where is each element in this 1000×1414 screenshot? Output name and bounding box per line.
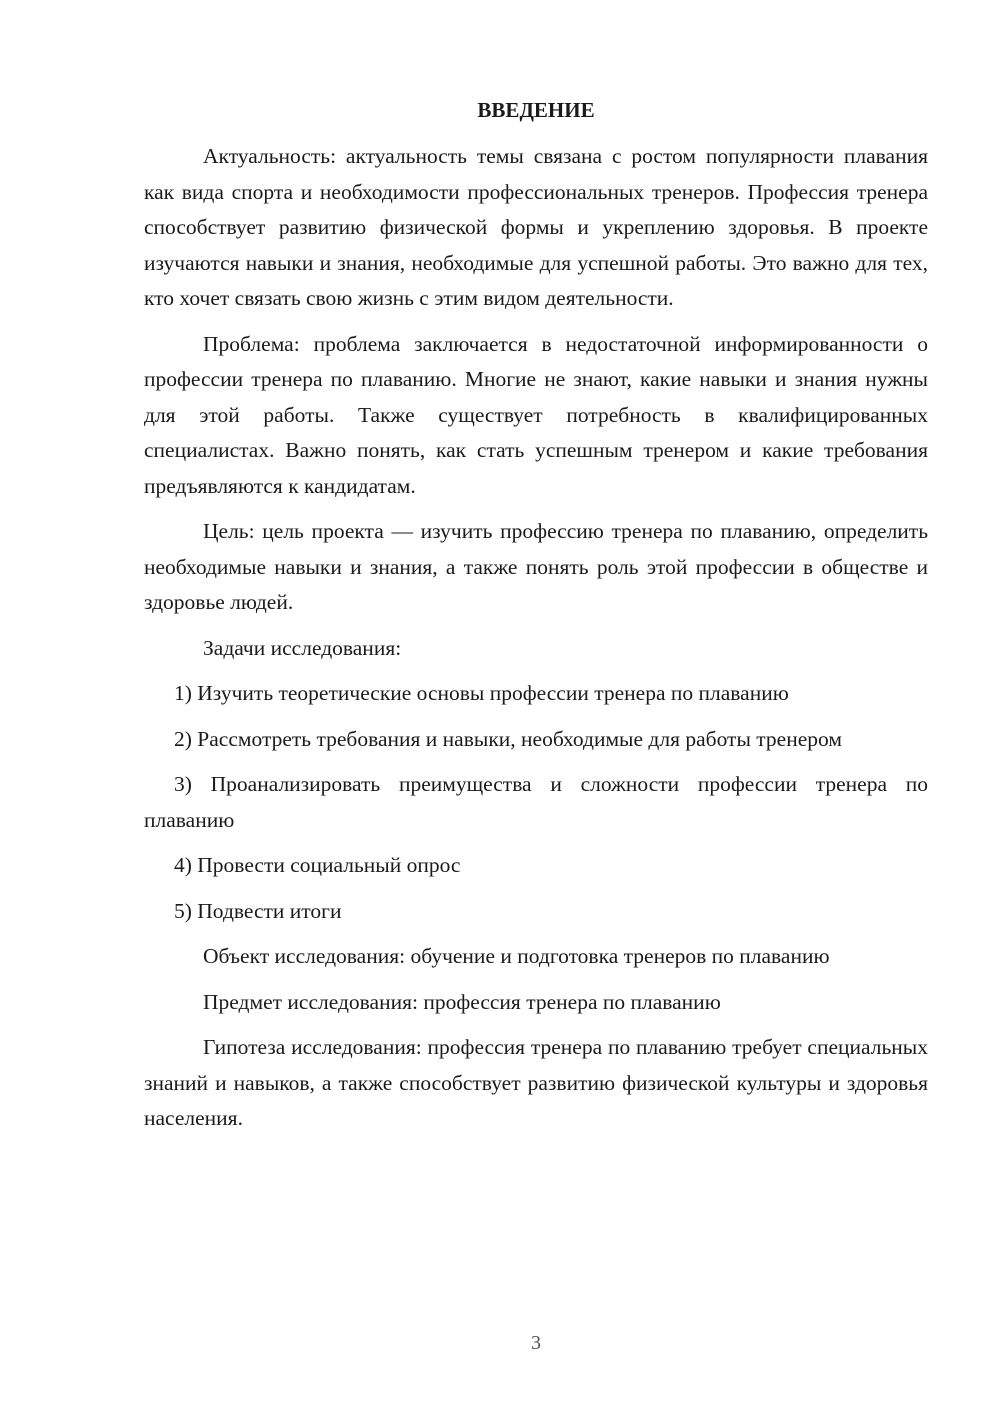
research-subject-paragraph: Предмет исследования: профессия тренера по плаванию	[203, 989, 721, 1014]
problem-paragraph: Проблема: проблема заключается в недостаточной информированности о профессии тренера по плаванию. Многие не знают, какие навыки и знания нужны для этой работы. Также существует потребность в квалифицированных специалистах. Важно понять, как стать успешным тренером и какие требования предъявляются к кандидатам.	[144, 331, 928, 498]
task-item-5: 5) Подвести итоги	[174, 898, 342, 923]
task-item-3: 3) Проанализировать преимущества и сложности профессии тренера по плаванию	[144, 772, 928, 832]
relevance-paragraph: Актуальность: актуальность темы связана с ростом популярности плавания как вида спорта и необходимости профессиональных тренеров. Профессия тренера способствует развитию физической формы и укреплению здоровья. В проекте изучаются навыки и знания, необходимые для успешной работы. Это важно для тех, кто хочет связать свою жизнь с этим видом деятельности.	[144, 144, 928, 310]
hypothesis-paragraph: Гипотеза исследования: профессия тренера по плаванию требует специальных знаний и навыков, а также способствует развитию физической культуры и здоровья населения.	[144, 1035, 928, 1130]
task-item-4: 4) Провести социальный опрос	[174, 853, 461, 877]
page-title: ВВЕДЕНИЕ	[477, 98, 595, 122]
goal-paragraph: Цель: цель проекта — изучить профессию тренера по плаванию, определить необходимые навыки и знания, а также понять роль этой профессии в обществе и здоровье людей.	[144, 519, 928, 614]
document-body	[144, 93, 928, 1147]
task-item-2: 2) Рассмотреть требования и навыки, необходимые для работы тренером	[174, 726, 842, 751]
task-item-1: 1) Изучить теоретические основы профессии тренера по плаванию	[174, 681, 789, 705]
page-number: 3	[531, 1332, 541, 1354]
research-object-paragraph: Объект исследования: обучение и подготовка тренеров по плаванию	[203, 944, 830, 968]
tasks-heading: Задачи исследования:	[203, 635, 402, 660]
